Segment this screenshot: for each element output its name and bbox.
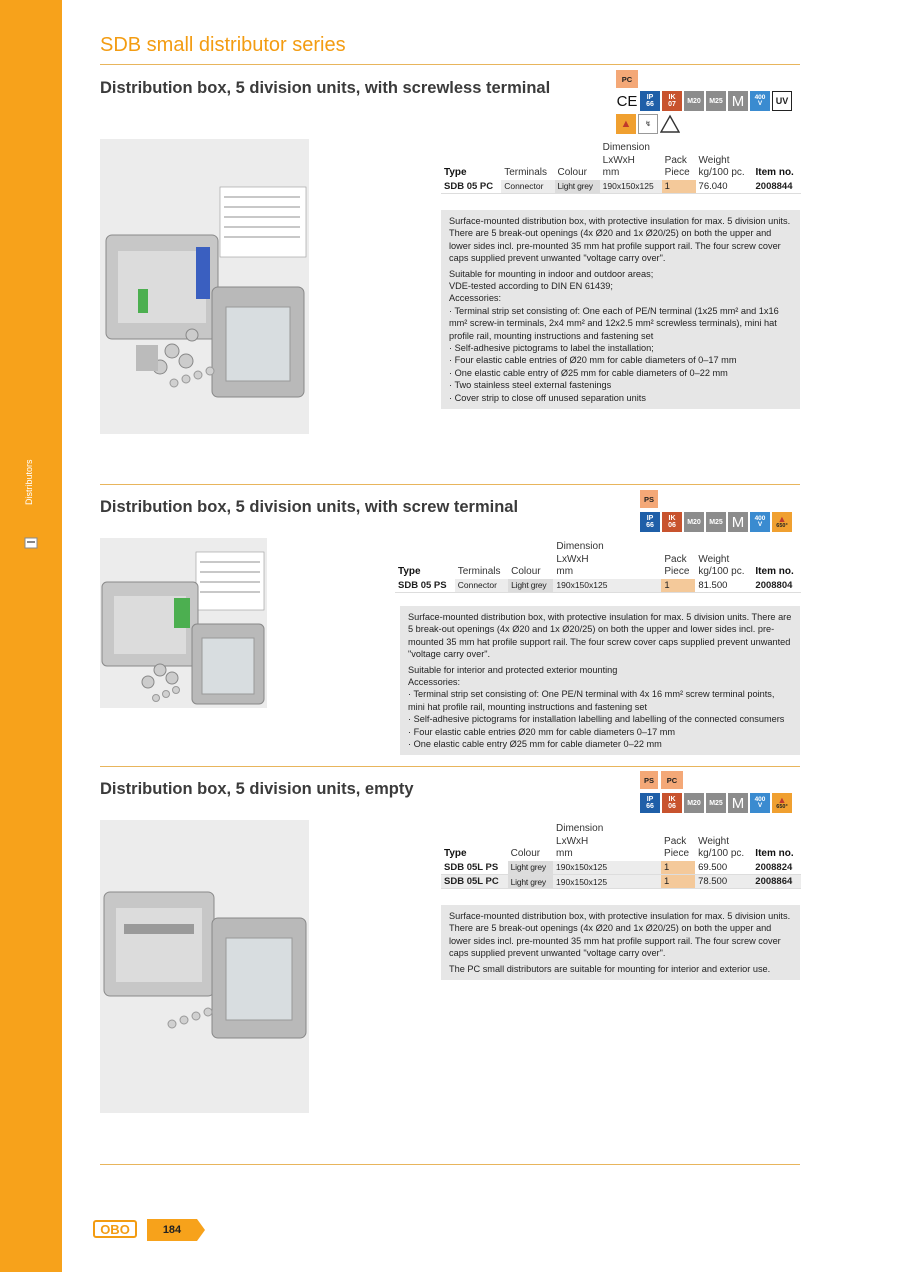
uv-resistant-icon: UV (772, 91, 792, 111)
ik-rating-icon: IK 06 (662, 512, 682, 532)
cell-type: SDB 05L PC (441, 875, 508, 889)
material-badge-ps: PS (640, 771, 658, 789)
description-line: · One elastic cable entry of Ø25 mm for cable diameters of 0–22 mm (449, 367, 728, 378)
product-table (441, 823, 801, 889)
description-line: · Terminal strip set consisting of: One PE/N terminal with 4x 16 mm² screw terminal points, mini hat profile rail, mounting instructions and fastening set (408, 689, 775, 712)
col-weight: Weight kg/100 pc. (698, 154, 745, 178)
description-line: Suitable for mounting in indoor and outdoor areas; (449, 268, 654, 279)
col-item: Item no. (755, 848, 794, 859)
cell-type: SDB 05 PS (395, 579, 455, 593)
cell-item: 2008824 (752, 861, 801, 875)
cell-item: 2008804 (752, 579, 801, 593)
cell-type: SDB 05 PC (441, 180, 501, 194)
cell-dimension: 190x150x125 (600, 180, 662, 194)
m20-icon: M20 (684, 793, 704, 813)
product-image (100, 139, 309, 434)
col-colour: Colour (510, 848, 541, 859)
cell-terminals: Connector (455, 579, 508, 593)
cell-colour: Light grey (508, 875, 553, 889)
col-type: Type (444, 848, 467, 859)
certification-icons (640, 793, 792, 813)
section-divider (100, 766, 800, 767)
cell-pack: 1 (661, 861, 695, 875)
metric-icon: M (728, 91, 748, 111)
col-item: Item no. (755, 167, 794, 178)
metric-icon: M (728, 512, 748, 532)
cell-pack: 1 (661, 875, 695, 889)
m25-icon: M25 (706, 91, 726, 111)
description-intro: Surface-mounted distribution box, with protective insulation for max. 5 division units. There are 5 break-out openings (4x Ø20 and 1x Ø20/25) on both the upper and lower sides incl. pre-mounted 35 mm hat profile support rail. The four screw cover caps supplied prevent unwanted "voltage carry over". (449, 911, 791, 959)
product-table (441, 142, 801, 194)
obo-logo: OBO (93, 1220, 137, 1238)
product-image (100, 538, 267, 708)
cell-dimension: 190x150x125 (553, 579, 661, 593)
m20-icon: M20 (684, 91, 704, 111)
material-badge-ps: PS (640, 490, 658, 508)
footer-divider (100, 1164, 800, 1165)
description-line: · Four elastic cable entries Ø20 mm for cable diameters 0–17 mm (408, 726, 676, 737)
certification-icons (640, 512, 792, 532)
col-dimension: Dimension LxWxH mm (556, 541, 604, 577)
voltage-icon: 400 V (750, 91, 770, 111)
description-box (441, 905, 800, 980)
col-type: Type (398, 566, 421, 577)
cell-dimension: 190x150x125 (553, 861, 661, 875)
col-colour: Colour (511, 566, 541, 577)
description-line: The PC small distributors are suitable for mounting for interior and exterior use. (449, 963, 771, 974)
description-line: VDE-tested according to DIN EN 61439; (449, 281, 613, 292)
description-line: Suitable for interior and protected exterior mounting (408, 664, 618, 675)
vde-triangle-icon (660, 114, 680, 134)
table-row (441, 875, 801, 889)
table-row (441, 180, 801, 194)
fire-rating-icon: ▲ 650° (772, 512, 792, 532)
description-intro: Surface-mounted distribution box, with protective insulation for max. 5 division units. There are 5 break-out openings (4x Ø20 and 1x Ø20/25) on both the upper and lower sides incl. pre-mounted 35 mm hat profile support rail. The four screw cover caps supplied prevent unwanted "voltage carry over". (449, 216, 791, 264)
col-pack: Pack Piece (664, 835, 690, 859)
cell-terminals: Connector (501, 180, 554, 194)
description-line: Accessories: (408, 677, 461, 688)
col-item: Item no. (755, 566, 794, 577)
section-title: Distribution box, 5 division units, with screwless terminal (100, 79, 551, 97)
ik-rating-icon: IK 06 (662, 793, 682, 813)
certification-icons-row2 (616, 114, 680, 134)
col-terminals: Terminals (457, 566, 501, 577)
material-badge-pc: PC (661, 771, 683, 789)
lightning-icon: ↯ (638, 114, 658, 134)
col-pack: Pack Piece (664, 154, 690, 178)
series-title: SDB small distributor series (100, 34, 346, 56)
table-row (441, 861, 801, 875)
section-title: Distribution box, 5 division units, with screw terminal (100, 498, 519, 516)
fire-rating-icon: ▲ (616, 114, 636, 134)
col-pack: Pack Piece (664, 553, 690, 577)
cell-pack: 1 (662, 180, 696, 194)
col-dimension: Dimension LxWxH mm (556, 823, 604, 859)
description-line: · Self-adhesive pictograms to label the installation; (449, 343, 654, 354)
header-divider (100, 64, 800, 65)
cell-dimension: 190x150x125 (553, 875, 661, 889)
voltage-icon: 400 V (750, 793, 770, 813)
cell-item: 2008844 (753, 180, 802, 194)
m20-icon: M20 (684, 512, 704, 532)
cell-weight: 78.500 (695, 875, 752, 889)
description-line: Accessories: (449, 293, 502, 304)
cell-colour: Light grey (555, 180, 600, 194)
cell-weight: 69.500 (695, 861, 752, 875)
distributor-icon (24, 536, 38, 550)
cell-item: 2008864 (752, 875, 801, 889)
col-dimension: Dimension LxWxH mm (602, 142, 650, 178)
section-title: Distribution box, 5 division units, empty (100, 780, 414, 798)
m25-icon: M25 (706, 512, 726, 532)
fire-rating-icon: ▲ 650° (772, 793, 792, 813)
col-colour: Colour (557, 167, 587, 178)
description-line: · Two stainless steel external fastenings (449, 380, 612, 391)
sidebar-label: Distributors (24, 459, 34, 505)
description-line: · Four elastic cable entries of Ø20 mm for cable diameters of 0–17 mm (449, 355, 737, 366)
ip-rating-icon: IP 66 (640, 793, 660, 813)
cell-type: SDB 05L PS (441, 861, 508, 875)
description-line: · Cover strip to close off unused separation units (449, 392, 646, 403)
ce-mark-icon: CE (616, 92, 638, 110)
cell-weight: 81.500 (695, 579, 752, 593)
product-table (395, 541, 801, 593)
material-badge-pc: PC (616, 70, 638, 88)
ip-rating-icon: IP 66 (640, 91, 660, 111)
table-row (395, 579, 801, 593)
col-type: Type (444, 167, 467, 178)
section-divider (100, 484, 800, 485)
product-image (100, 820, 309, 1113)
voltage-icon: 400 V (750, 512, 770, 532)
m25-icon: M25 (706, 793, 726, 813)
sidebar-strip (0, 0, 62, 1272)
ip-rating-icon: IP 66 (640, 512, 660, 532)
certification-icons (616, 91, 792, 111)
description-box (400, 606, 800, 755)
cell-colour: Light grey (508, 579, 553, 593)
metric-icon: M (728, 793, 748, 813)
ik-rating-icon: IK 07 (662, 91, 682, 111)
col-weight: Weight kg/100 pc. (698, 835, 745, 859)
description-line: · Self-adhesive pictograms for installation labelling and labelling of the connected consumers (408, 714, 785, 725)
description-intro: Surface-mounted distribution box, with protective insulation for max. 5 division units. There are 5 break-out openings (4x Ø20 and 1x Ø20/25) on both the upper and lower sides incl. pre-mounted 35 mm hat profile support rail. The four screw cover caps supplied prevent unwanted "voltage carry over". (408, 612, 792, 660)
description-box (441, 210, 800, 409)
description-line: · One elastic cable entry Ø25 mm for cable diameter 0–22 mm (408, 739, 662, 750)
cell-colour: Light grey (508, 861, 553, 875)
cell-weight: 76.040 (696, 180, 753, 194)
description-line: · Terminal strip set consisting of: One each of PE/N terminal (1x25 mm² and 1x16 mm² screw-in terminals, 2x4 mm² and 12x2.5 mm² screwless terminals), mini hat profile rail, mounting instructions and fastening set (449, 305, 779, 341)
col-terminals: Terminals (504, 167, 547, 178)
page-number: 184 (162, 1224, 182, 1236)
col-weight: Weight kg/100 pc. (698, 553, 745, 577)
cell-pack: 1 (661, 579, 695, 593)
